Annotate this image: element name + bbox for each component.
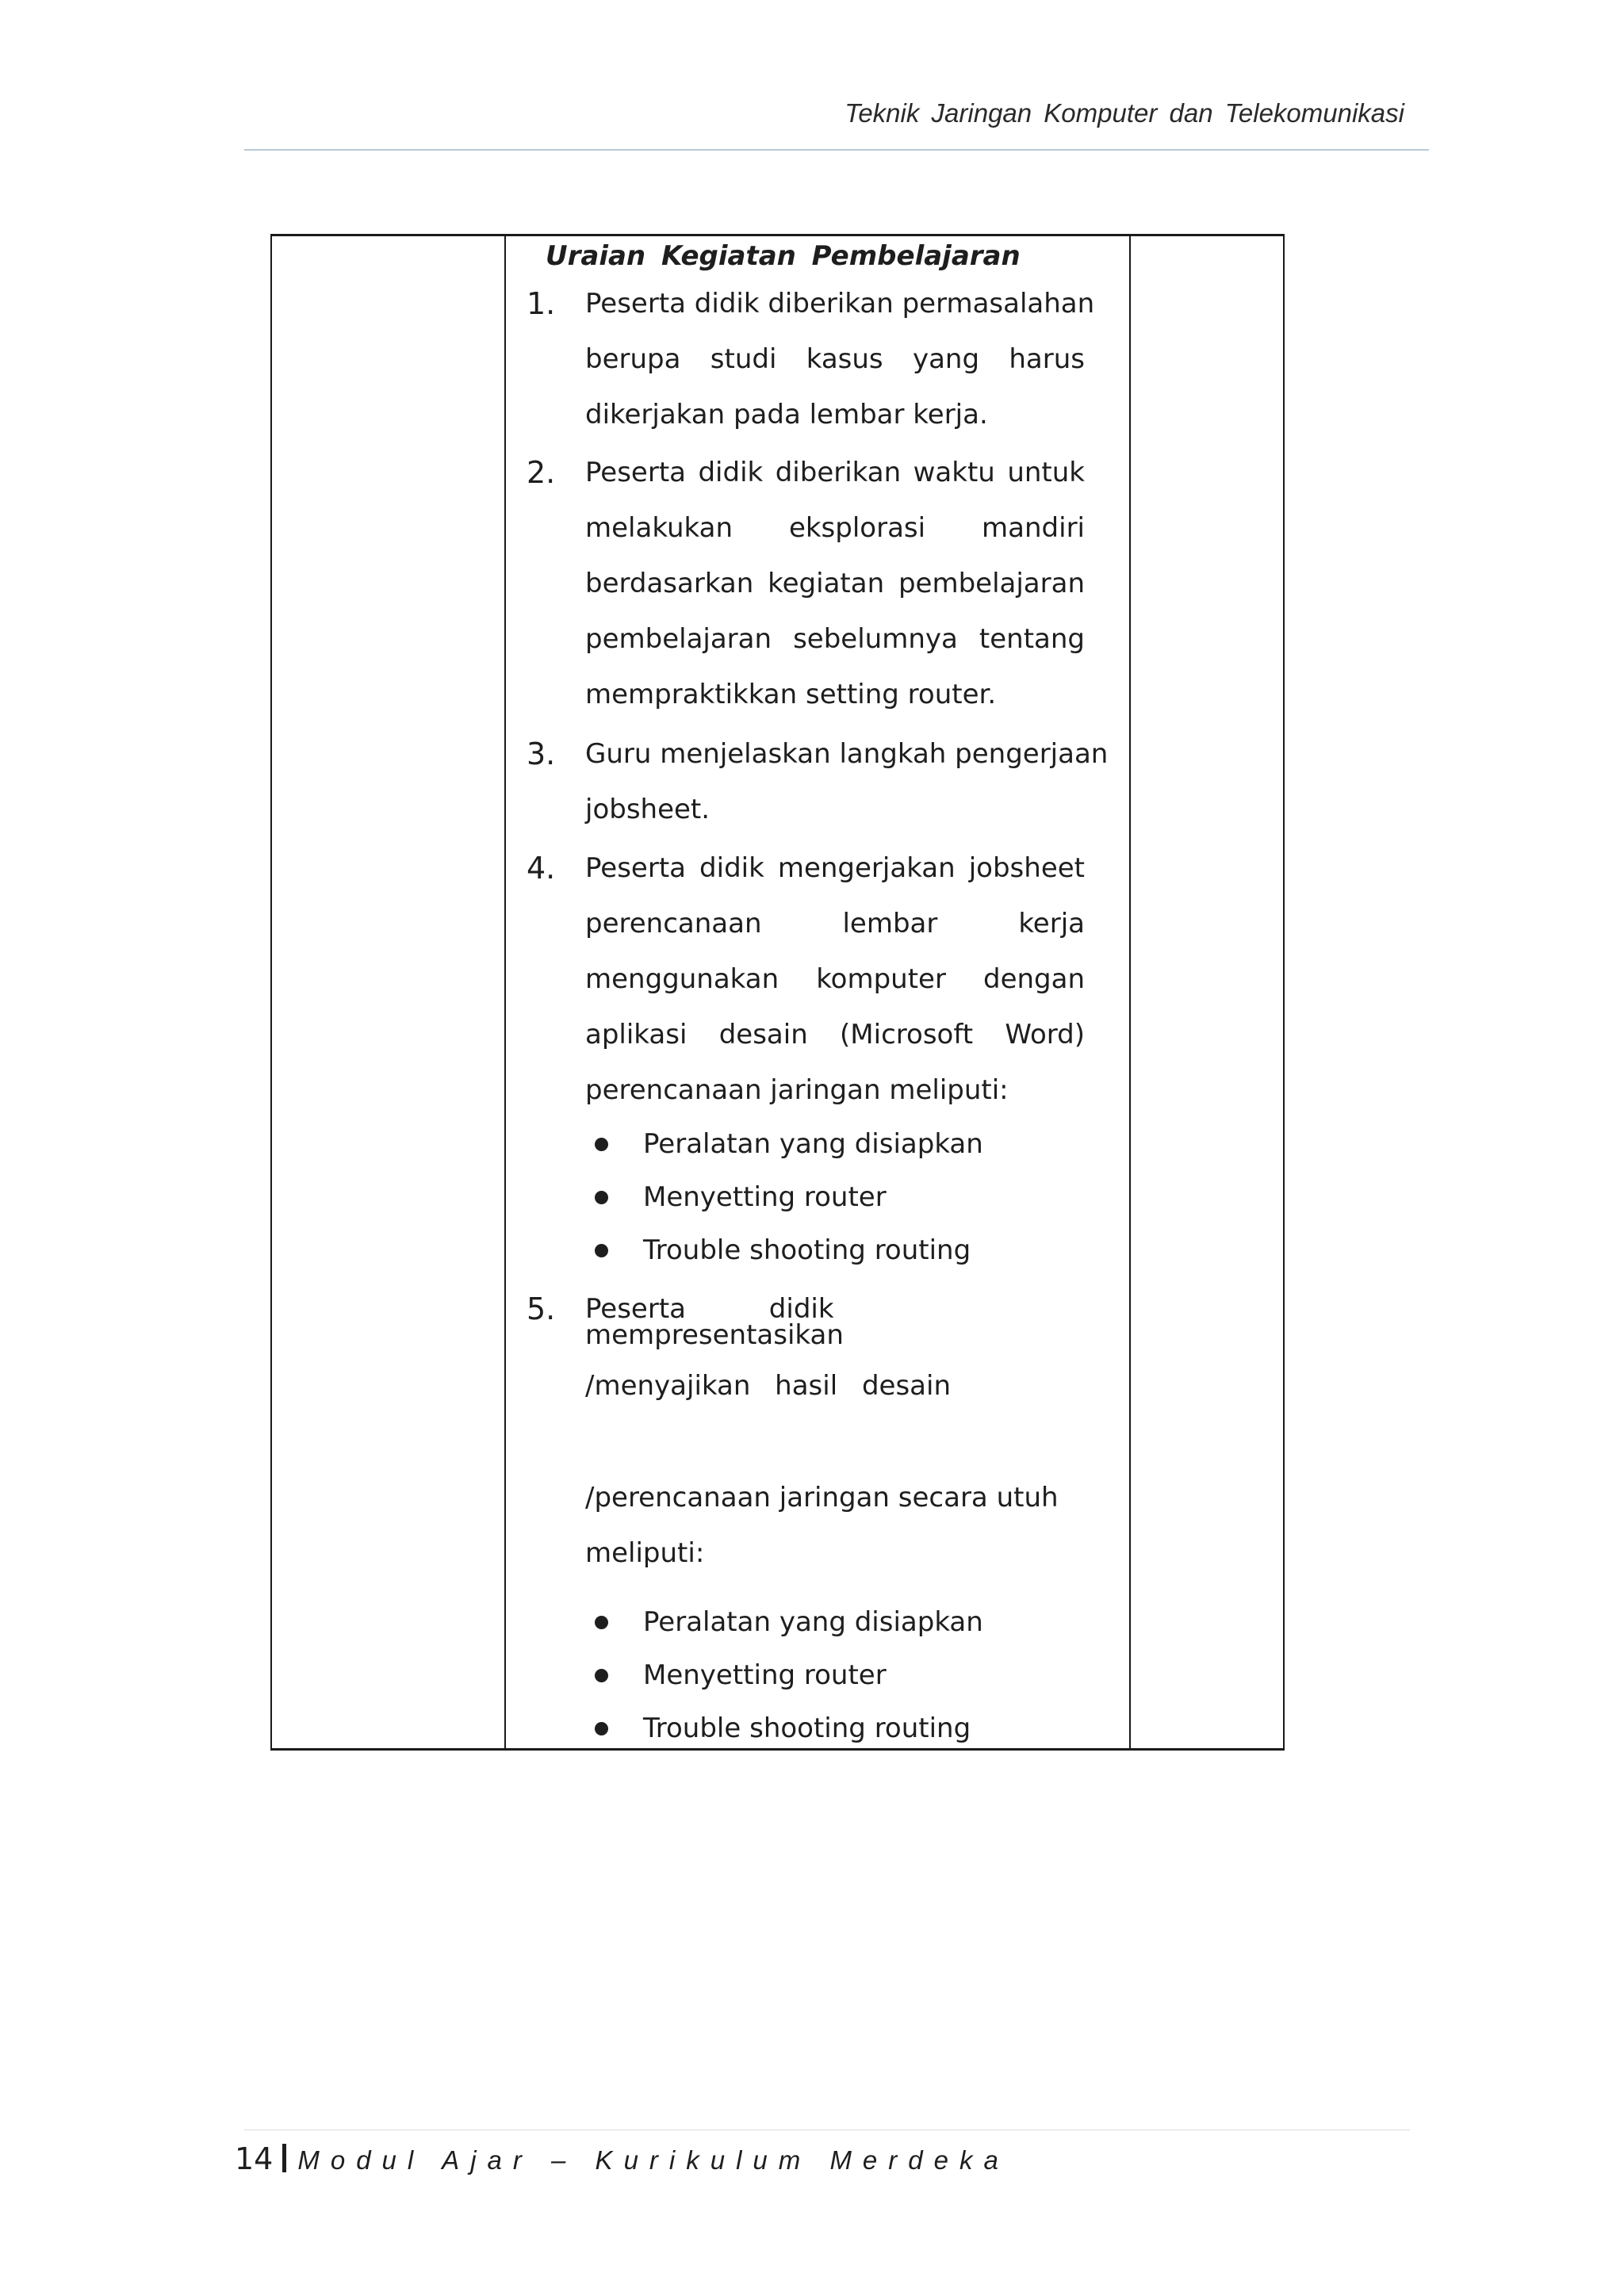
bullet-icon — [595, 1616, 608, 1629]
item-line: Peserta didik diberikan waktu untuk — [585, 457, 1085, 488]
bullet-icon — [595, 1191, 608, 1204]
item-line: melakukan eksplorasi mandiri — [585, 512, 1085, 544]
bullet-icon — [595, 1722, 608, 1735]
page-footer — [235, 2139, 1009, 2179]
item-number: 2. — [527, 455, 556, 490]
item-line: aplikasi desain (Microsoft Word) — [585, 1019, 1085, 1050]
header-divider — [244, 149, 1429, 151]
item-text — [585, 276, 1095, 442]
bullet-icon — [595, 1244, 608, 1257]
item-line: mempraktikkan setting router. — [585, 679, 997, 710]
item-line: dikerjakan pada lembar kerja. — [585, 399, 988, 430]
item-line: Peserta didik mengerjakan jobsheet — [585, 852, 1085, 884]
item-text — [585, 445, 1085, 722]
item-line: berupa studi kasus yang harus — [585, 343, 1085, 375]
table-cell-right — [1131, 236, 1283, 1748]
item-line: jobsheet. — [585, 794, 710, 825]
bullet-text: Peralatan yang disiapkan — [643, 1606, 983, 1638]
bullet-text: Menyetting router — [643, 1659, 887, 1691]
learning-activities-table — [270, 234, 1285, 1751]
bullet-icon — [595, 1669, 608, 1682]
bullet-icon — [595, 1138, 608, 1151]
item-line: menggunakan komputer dengan — [585, 963, 1085, 995]
item-text — [585, 726, 1109, 837]
module-title: Modul Ajar – Kurikulum Merdeka — [297, 2145, 1009, 2175]
item-line: perencanaan jaringan meliputi: — [585, 1074, 1009, 1106]
page-number: 14 — [235, 2141, 274, 2176]
bullet-text: Menyetting router — [643, 1181, 887, 1213]
item-text — [585, 840, 1085, 1118]
bullet-text: Trouble shooting routing — [643, 1712, 971, 1744]
item-line: pembelajaran sebelumnya tentang — [585, 623, 1085, 655]
item-line-part: Peserta didik — [585, 1293, 834, 1325]
table-cell-activities — [506, 236, 1129, 1748]
item-line: /perencanaan jaringan secara utuh — [585, 1482, 1059, 1513]
item-line: Peserta didik diberikan permasalahan — [585, 288, 1095, 320]
item-number: 4. — [527, 851, 556, 886]
item-number: 1. — [527, 286, 556, 321]
table-cell-left — [272, 236, 504, 1748]
item-line: Guru menjelaskan langkah pengerjaan — [585, 738, 1109, 770]
item-line: perencanaan lembar kerja — [585, 908, 1085, 939]
footer-separator — [282, 2144, 286, 2172]
section-heading: Uraian Kegiatan Pembelajaran — [546, 240, 1021, 272]
header-title: Teknik Jaringan Komputer dan Telekomunikasi — [845, 98, 1404, 128]
item-number: 5. — [527, 1292, 556, 1326]
bullet-text: Peralatan yang disiapkan — [643, 1128, 983, 1160]
item-number: 3. — [527, 737, 556, 771]
item-line: berdasarkan kegiatan pembelajaran — [585, 568, 1085, 599]
item-line: /menyajikan hasil desain — [585, 1370, 952, 1402]
item-line: meliputi: — [585, 1537, 705, 1569]
item-line: mempresentasikan — [585, 1319, 844, 1351]
bullet-text: Trouble shooting routing — [643, 1234, 971, 1266]
